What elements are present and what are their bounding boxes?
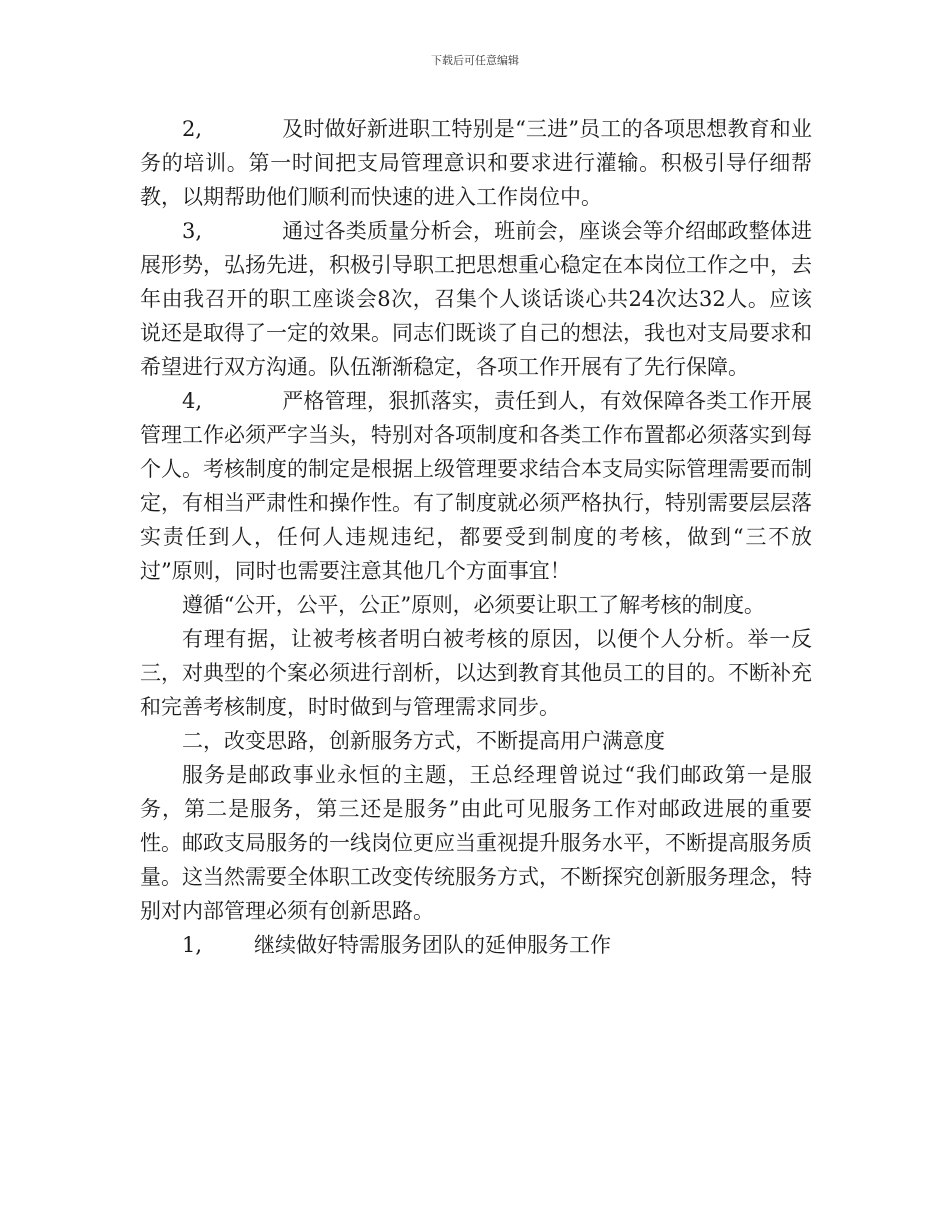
paragraph-principle: 遵循“公开，公平，公正”原则，必须要让职工了解考核的制度。 bbox=[182, 593, 765, 617]
section-heading-two: 二，改变思路，创新服务方式，不断提高用户满意度 bbox=[182, 729, 665, 753]
paragraph-text: 严格管理，狠抓落实，责任到人，有效保障各类工作开展管理工作必须严字当头，特别对各项制度和各类工作布置都必须落实到每个人。考核制度的制定是根据上级管理要求结合本支局实际管理需要而制定，有相当严肃性和操作性。有了制度就必须严格执行，特别需要层层落实责任到人，任何人违规违纪，都要受到制度的考核，做到“三不放过”原则，同时也需要注意其他几个方面事宜！ bbox=[140, 389, 812, 583]
paragraph-text: 通过各类质量分析会，班前会，座谈会等介绍邮政整体进展形势，弘扬先进，积极引导职工把思想重心稳定在本岗位工作之中，去年由我召开的职工座谈会8次，召集个人谈话谈心共24次达32人。应该说还是取得了一定的效果。同志们既谈了自己的想法，我也对支局要求和希望进行双方沟通。队伍渐渐稳定，各项工作开展有了先行保障。 bbox=[140, 219, 812, 379]
paragraph-text: 继续做好特需服务团队的延伸服务工作 bbox=[254, 933, 611, 957]
document-body bbox=[140, 112, 812, 962]
item-number: 3, bbox=[182, 219, 203, 243]
item-number: 4, bbox=[182, 389, 203, 413]
item-number: 2, bbox=[182, 117, 203, 141]
paragraph-item-4 bbox=[140, 384, 812, 588]
item-number: 1, bbox=[182, 933, 203, 957]
page-header: 下载后可任意编辑 bbox=[431, 54, 519, 67]
paragraph-service: 服务是邮政事业永恒的主题，王总经理曾说过“我们邮政第一是服务，第二是服务，第三还是服务”由此可见服务工作对邮政进展的重要性。邮政支局服务的一线岗位更应当重视提升服务水平，不断提高服务质量。这当然需要全体职工改变传统服务方式，不断探究创新服务理念，特别对内部管理必须有创新思路。 bbox=[140, 763, 812, 923]
paragraph-item-3 bbox=[140, 214, 812, 384]
paragraph-evidence: 有理有据，让被考核者明白被考核的原因，以便个人分析。举一反三，对典型的个案必须进行剖析，以达到教育其他员工的目的。不断补充和完善考核制度，时时做到与管理需求同步。 bbox=[140, 627, 812, 719]
paragraph-text: 及时做好新进职工特别是“三进”员工的各项思想教育和业务的培训。第一时间把支局管理意识和要求进行灌输。积极引导仔细帮教，以期帮助他们顺利而快速的进入工作岗位中。 bbox=[140, 117, 812, 209]
paragraph-item-1 bbox=[140, 928, 812, 962]
paragraph-item-2 bbox=[140, 112, 812, 214]
